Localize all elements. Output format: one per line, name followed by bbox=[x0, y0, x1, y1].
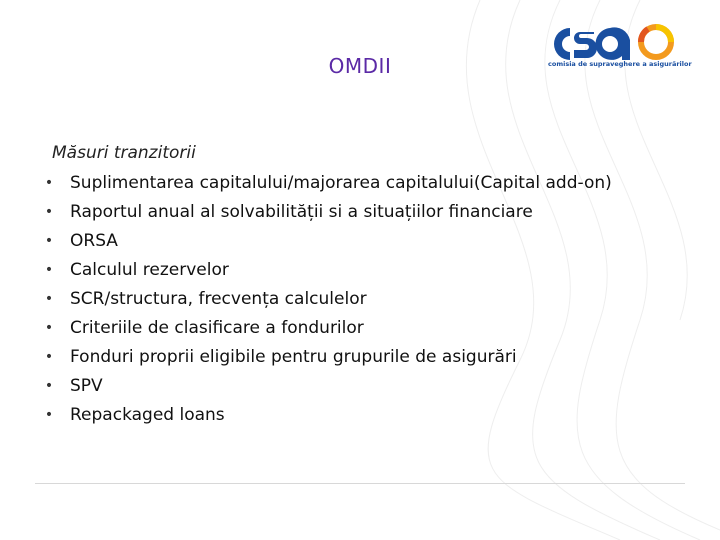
list-item bbox=[28, 255, 612, 284]
list-item-text: SCR/structura, frecvența calculelor bbox=[70, 288, 367, 309]
list-item-text: Calculul rezervelor bbox=[70, 259, 229, 280]
bullet-icon: • bbox=[44, 203, 54, 220]
list-item bbox=[28, 400, 612, 429]
footer-divider bbox=[35, 483, 685, 484]
list-item-text: Fonduri proprii eligibile pentru grupurile de asigurări bbox=[70, 346, 517, 367]
list-item bbox=[28, 226, 612, 255]
list-item bbox=[28, 371, 612, 400]
section-subtitle: Măsuri tranzitorii bbox=[52, 143, 196, 163]
list-item bbox=[28, 197, 612, 226]
slide-title: OMDII bbox=[328, 54, 392, 78]
bullet-icon: • bbox=[44, 406, 54, 423]
bullet-list bbox=[28, 168, 612, 429]
bullet-icon: • bbox=[44, 377, 54, 394]
bullet-icon: • bbox=[44, 348, 54, 365]
list-item-text: ORSA bbox=[70, 230, 118, 251]
list-item bbox=[28, 284, 612, 313]
list-item-text: Raportul anual al solvabilității si a situațiilor financiare bbox=[70, 201, 533, 222]
list-item-text: Suplimentarea capitalului/majorarea capitalului(Capital add-on) bbox=[70, 172, 612, 193]
list-item-text: SPV bbox=[70, 375, 103, 396]
bullet-icon: • bbox=[44, 261, 54, 278]
list-item-text: Repackaged loans bbox=[70, 404, 225, 425]
list-item bbox=[28, 342, 612, 371]
bullet-icon: • bbox=[44, 232, 54, 249]
list-item bbox=[28, 313, 612, 342]
bullet-icon: • bbox=[44, 174, 54, 191]
logo-tagline: comisia de supraveghere a asigurărilor bbox=[548, 60, 692, 68]
bullet-icon: • bbox=[44, 290, 54, 307]
list-item-text: Criteriile de clasificare a fondurilor bbox=[70, 317, 364, 338]
bullet-icon: • bbox=[44, 319, 54, 336]
list-item bbox=[28, 168, 612, 197]
